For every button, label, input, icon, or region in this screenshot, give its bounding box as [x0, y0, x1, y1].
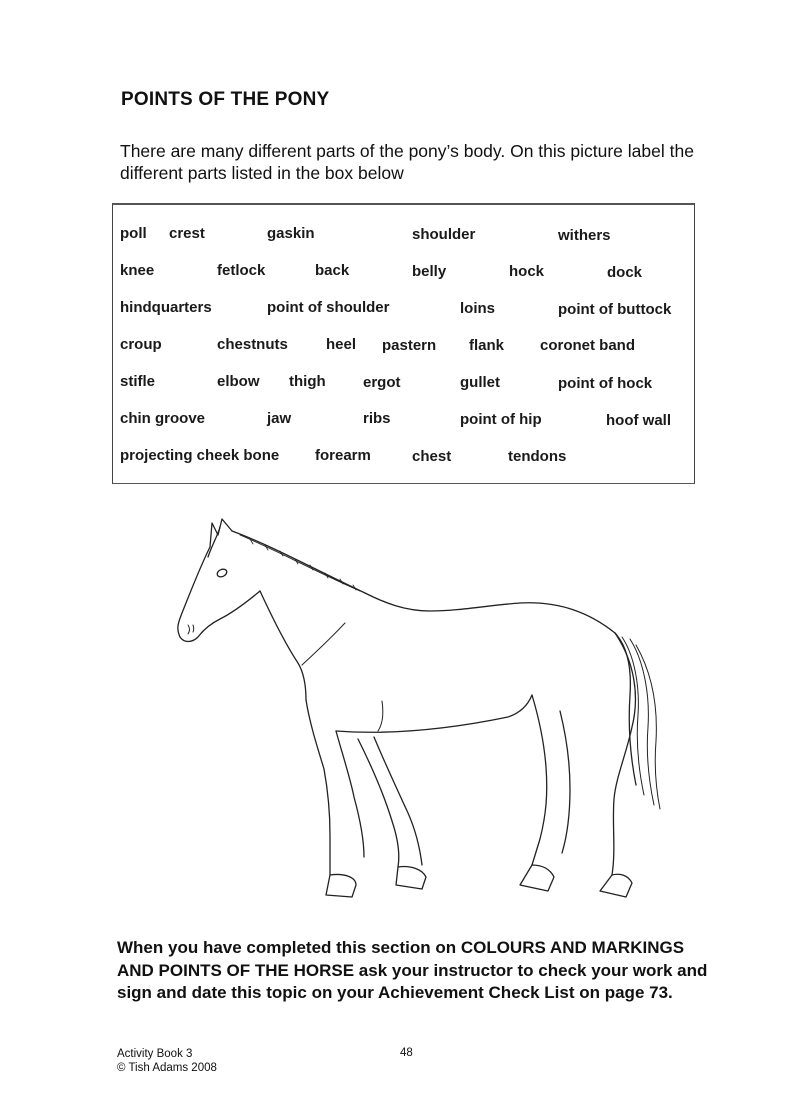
- term-chestnuts: chestnuts: [217, 336, 288, 353]
- term-back: back: [315, 262, 350, 279]
- term-shoulder: shoulder: [412, 226, 476, 243]
- term-flank: flank: [469, 337, 505, 354]
- term-ribs: ribs: [363, 410, 391, 427]
- term-coronet-band: coronet band: [540, 337, 636, 354]
- term-gullet: gullet: [460, 374, 500, 391]
- term-hindquarters: hindquarters: [120, 299, 212, 316]
- instructions: There are many different parts of the pony’s body. On this picture label the different parts listed in the box below: [120, 141, 694, 183]
- term-croup: croup: [120, 336, 162, 353]
- term-point-of-hock: point of hock: [558, 375, 653, 392]
- term-forearm: forearm: [315, 447, 371, 464]
- term-fetlock: fetlock: [217, 262, 266, 279]
- term-elbow: elbow: [217, 373, 260, 390]
- page-number: 48: [400, 1047, 413, 1059]
- footer: [117, 1047, 217, 1075]
- footer-book: Activity Book 3: [117, 1048, 193, 1060]
- term-tendons: tendons: [508, 448, 567, 465]
- term-hoof-wall: hoof wall: [606, 412, 671, 429]
- completion-notice: When you have completed this section on COLOURS AND MARKINGS AND POINTS OF THE HORSE ask your instructor to check your work and sign and date this topic on your Achievement Check List on page 73.: [117, 938, 708, 1002]
- term-stifle: stifle: [120, 373, 156, 390]
- term-hock: hock: [509, 263, 545, 280]
- term-gaskin: gaskin: [267, 225, 315, 242]
- term-crest: crest: [169, 225, 205, 242]
- page-title: POINTS OF THE PONY: [121, 89, 330, 110]
- term-projecting-cheek-bone: projecting cheek bone: [120, 447, 280, 464]
- term-ergot: ergot: [363, 374, 401, 391]
- term-chest: chest: [412, 448, 452, 465]
- term-dock: dock: [607, 264, 643, 281]
- term-belly: belly: [412, 263, 447, 280]
- term-jaw: jaw: [267, 410, 292, 427]
- term-point-of-shoulder: point of shoulder: [267, 299, 390, 316]
- terms-box: [112, 203, 695, 484]
- footer-copyright: © Tish Adams 2008: [117, 1062, 217, 1074]
- term-point-of-hip: point of hip: [460, 411, 542, 428]
- term-thigh: thigh: [289, 373, 326, 390]
- term-chin-groove: chin groove: [120, 410, 206, 427]
- term-heel: heel: [326, 336, 357, 353]
- term-knee: knee: [120, 262, 155, 279]
- horse-illustration: [160, 505, 680, 915]
- term-loins: loins: [460, 300, 496, 317]
- term-poll: poll: [120, 225, 147, 242]
- term-point-of-buttock: point of buttock: [558, 301, 672, 318]
- term-pastern: pastern: [382, 337, 437, 354]
- term-withers: withers: [558, 227, 611, 244]
